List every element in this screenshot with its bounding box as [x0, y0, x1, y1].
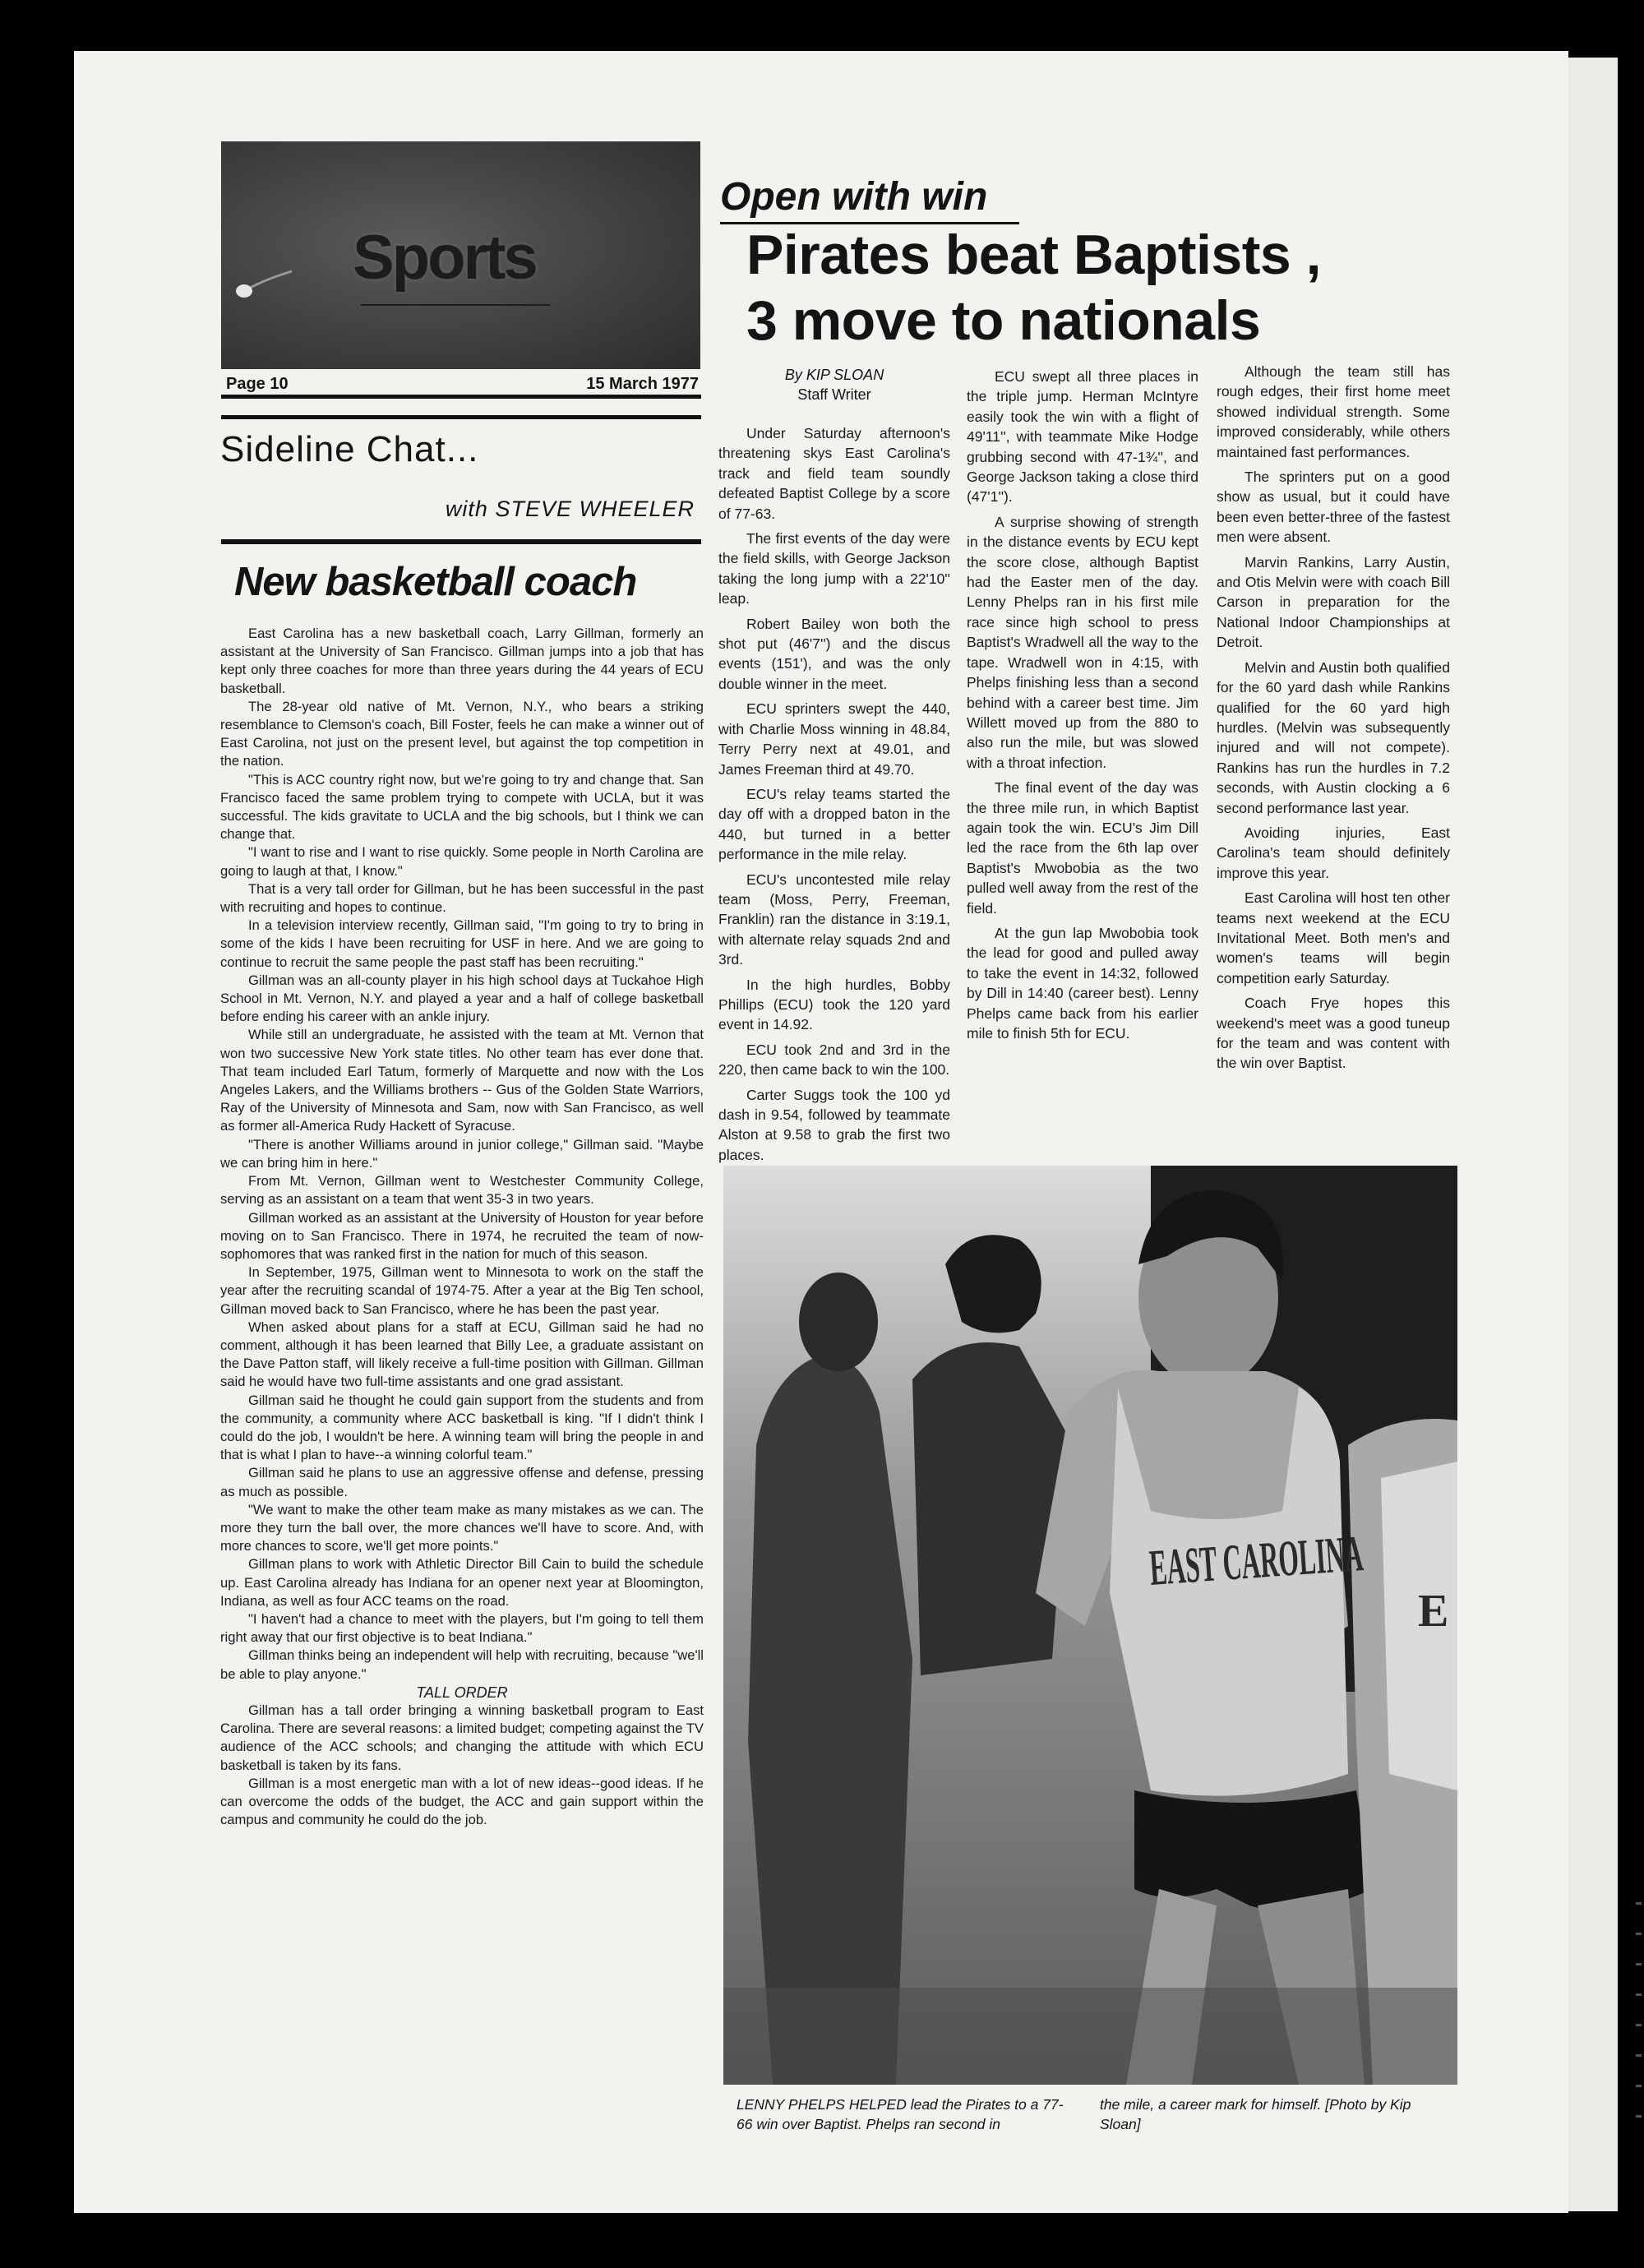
paragraph: "I haven't had a chance to meet with the players, but I'm going to tell them right away that our first objective is to beat Indiana.": [220, 1610, 704, 1646]
masthead-underline: [361, 304, 550, 306]
section-title: Sports: [353, 223, 536, 293]
issue-date: 15 March 1977: [586, 375, 699, 393]
article-headline: [746, 222, 1321, 353]
paragraph: The sprinters put on a good show as usual, but it could have been even better-three of the fastest men were absent.: [1217, 469, 1450, 546]
paragraph: ECU's relay teams started the day off with a dropped baton in the 440, but turned in a better performance in the mile relay.: [718, 785, 950, 863]
paragraph: Gillman is a most energetic man with a lot of new ideas--good ideas. If he can overcome the odds of the budget, the ACC and gain support within the campus and community he could do the job.: [220, 1775, 704, 1828]
paragraph: Gillman said he plans to use an aggressive offense and defense, pressing as much as possible.: [220, 1465, 704, 1499]
article-column-1: [718, 423, 950, 1170]
paragraph: In the high hurdles, Bobby Phillips (ECU) took the 120 yard event in 14.92.: [718, 976, 950, 1033]
paragraph: Robert Bailey won both the shot put (46'7'') and the discus events (151'), and was the only double winner in the meet.: [718, 615, 950, 692]
paragraph: Gillman thinks being an independent will help with recruiting, because "we'll be able to play anyone.": [220, 1647, 704, 1682]
article-column-2: [967, 367, 1198, 1048]
paragraph: ECU's uncontested mile relay team (Moss, Perry, Freeman, Franklin) ran the distance in 3:19.1, with alternate relay squads 2nd and 3rd.: [718, 871, 950, 968]
page-number: Page 10: [226, 375, 289, 393]
paragraph: ECU took 2nd and 3rd in the 220, then came back to win the 100.: [718, 1041, 950, 1079]
header-rule-top: [221, 395, 701, 399]
byline-role: Staff Writer: [797, 386, 871, 403]
paragraph: While still an undergraduate, he assisted with the team at Mt. Vernon that won two successive New York state titles. No other team has ever done that. That team included Earl Tatum, formerly of Marquette and now with the Los Angeles Lakers, and the Williams brothers -- Gus of the Golden State Warriors, Ray of the University of Minnesota and Sam, now with San Francisco, as well as former all-America Rudy Hackett of Syracuse.: [220, 1027, 704, 1134]
paragraph: In September, 1975, Gillman went to Minnesota to work on the staff the year after the recruiting scandal of 1974-75. After a year at the Big Ten school, Gillman moved back to San Francisco, where he has been the past year.: [220, 1264, 704, 1317]
column-byline: with STEVE WHEELER: [445, 497, 695, 521]
photo-caption-left: LENNY PHELPS HELPED lead the Pirates to a 77-66 win over Baptist. Phelps ran second in: [737, 2096, 1064, 2132]
column-headline: New basketball coach: [234, 560, 637, 604]
paragraph: Melvin and Austin both qualified for the 60 yard dash while Rankins qualified for the 60 yard high hurdles. (Melvin was subsequently injured and will not compete). Rankins has run the hurdles in 7.2 seconds, with Austin clocking a 6 second performance last year.: [1217, 658, 1450, 816]
paragraph: Under Saturday afternoon's threatening skys East Carolina's track and field team soundly defeated Baptist College by a score of 77-63.: [718, 425, 950, 522]
paragraph: Gillman worked as an assistant at the University of Houston for year before moving on to San Francisco. There in 1974, he recruited the team of now-sophomores that was ranked first in the nation for much of this season.: [220, 1209, 704, 1262]
headline-line-2: 3 move to nationals: [746, 289, 1261, 352]
paragraph: Gillman has a tall order bringing a winning basketball program to East Carolina. There are several reasons: a limited budget; competing against the TV audience of the ACC schools; and changing the attitude with which ECU basketball is taken by its fans.: [220, 1702, 704, 1773]
article-column-3: [1217, 362, 1450, 1079]
paragraph: At the gun lap Mwobobia took the lead for good and pulled away to take the event in 14:32, followed by Dill in 14:40 (career best). Lenny Phelps came back from his earlier mile to finish 5th for ECU.: [967, 924, 1198, 1042]
svg-text:E: E: [1418, 1586, 1449, 1637]
headline-line-1: Pirates beat Baptists ,: [746, 224, 1321, 286]
paragraph: Gillman said he thought he could gain support from the students and from the community, a community where ACC basketball is king. "If I didn't think I could do the job, I wouldn't be here. A winning team will bring the people in and that is what I plan to have--a winning colorful team.": [220, 1392, 704, 1463]
paragraph: The first events of the day were the field skills, with George Jackson taking the long jump with a 22'10'' leap.: [718, 530, 950, 607]
shirt-lettering: EAST CAROLINA: [1148, 1511, 1573, 1596]
column-title: Sideline Chat...: [220, 429, 479, 469]
runner-photo: [723, 1166, 1573, 2085]
next-page-text-fragments: [1636, 1874, 1644, 2146]
article-byline: [718, 365, 950, 404]
paragraph: Gillman was an all-county player in his high school days at Tuckahoe High School in Mt. Vernon, N.Y. and played a year and a half of college basketball before ending his career with an ankle injury.: [220, 972, 704, 1025]
column-subhead: TALL ORDER: [416, 1684, 508, 1701]
paragraph: From Mt. Vernon, Gillman went to Westchester Community College, serving as an assistant on a team that went 35-3 in two years.: [220, 1173, 704, 1208]
paragraph: Although the team still has rough edges, their first home meet showed individual strength. Some improved considerably, while others maintained fast performances.: [1217, 363, 1450, 460]
photo-caption-right: the mile, a career mark for himself. [Photo by Kip Sloan]: [1100, 2096, 1411, 2132]
paragraph: "We want to make the other team make as many mistakes as we can. The more they turn the ball over, the more chances we'll have to score. And, with more chances to score, we'll get more points.": [220, 1501, 704, 1554]
paragraph: The final event of the day was the three mile run, in which Baptist again took the win. ECU's Jim Dill led the race from the 6th lap over Baptist's Mwobobia as the two pulled well away from the rest of the field.: [967, 779, 1198, 917]
comet-ball-icon: [234, 266, 300, 299]
paragraph: That is a very tall order for Gillman, but he has been successful in the past with recruiting and hopes to continue.: [220, 880, 704, 916]
paragraph: "This is ACC country right now, but we're going to try and change that. San Francisco faced the same problem trying to compete with UCLA, but it was successful. The kids gravitate to UCLA and the big schools, but I think we can change that.: [220, 771, 704, 843]
paragraph: The 28-year old native of Mt. Vernon, N.Y., who bears a striking resemblance to Clemson's coach, Bill Foster, feels he can make a winner out of East Carolina, not just on the present level, but against the top competition in the nation.: [220, 698, 704, 769]
article-kicker: Open with win: [720, 175, 988, 219]
paragraph: Coach Frye hopes this weekend's meet was a good tuneup for the team and was content with the win over Baptist.: [1217, 995, 1450, 1072]
paragraph: A surprise showing of strength in the distance events by ECU kept the score close, although Baptist had the Easter men of the day. Lenny Phelps ran in his first mile race since high school to press Baptist's Wradwell all the way to the tape. Wradwell won in 4:15, with Phelps finishing less than a second behind with a career best time. Jim Willett moved up from the 880 to also run the mile, but was slowed with a throat infection.: [967, 513, 1198, 771]
paragraph: In a television interview recently, Gillman said, "I'm going to try to bring in some of the kids I have been recruiting for USF in here. And we are going to continue to recruit the same people the past staff has been recruiting.": [220, 917, 704, 970]
paragraph: East Carolina will host ten other teams next weekend at the ECU Invitational Meet. Both men's and women's teams will begin competition early Saturday.: [1217, 889, 1450, 986]
column-rule: [221, 539, 701, 544]
paragraph: When asked about plans for a staff at ECU, Gillman said he had no comment, although it has been learned that Billy Lee, a graduate assistant on the Dave Patton staff, will likely receive a full-time position with Gillman. Gillman said he would have two full-time assistants and one grad assistant.: [220, 1319, 704, 1390]
paragraph: ECU swept all three places in the triple jump. Herman McIntyre easily took the win with a flight of 49'11'', with teammate Mike Hodge grubbing second with 47-1¾'', and George Jackson taking a close third (47'1'').: [967, 368, 1198, 506]
header-rule-bottom: [221, 415, 701, 419]
paragraph: Carter Suggs took the 100 yd dash in 9.54, followed by teammate Alston at 9.58 to grab the first two places.: [718, 1086, 950, 1163]
column-body: [220, 625, 704, 1829]
sports-masthead: [221, 141, 700, 369]
next-page-edge: [1568, 58, 1618, 2211]
paragraph: "I want to rise and I want to rise quickly. Some people in North Carolina are going to laugh at that, I know.": [220, 844, 704, 879]
paragraph: East Carolina has a new basketball coach, Larry Gillman, formerly an assistant at the University of San Francisco. Gillman jumps into a job that has kept only three coaches for more than three years during the 44 years of ECU basketball.: [220, 626, 704, 696]
paragraph: Avoiding injuries, East Carolina's team should definitely improve this year.: [1217, 824, 1450, 881]
paragraph: Marvin Rankins, Larry Austin, and Otis Melvin were with coach Bill Carson in preparation for the National Indoor Championships at Detroit.: [1217, 553, 1450, 651]
paragraph: Gillman plans to work with Athletic Director Bill Cain to build the schedule up. East Carolina already has Indiana for an opener next year at Bloomington, Indiana, as well as four ACC teams on the road.: [220, 1556, 704, 1609]
paragraph: ECU sprinters swept the 440, with Charlie Moss winning in 48.84, Terry Perry next at 49.01, and James Freeman third at 49.70.: [718, 700, 950, 778]
paragraph: "There is another Williams around in junior college," Gillman said. "Maybe we can bring him in here.": [220, 1136, 704, 1171]
byline-name: By KIP SLOAN: [784, 367, 884, 383]
